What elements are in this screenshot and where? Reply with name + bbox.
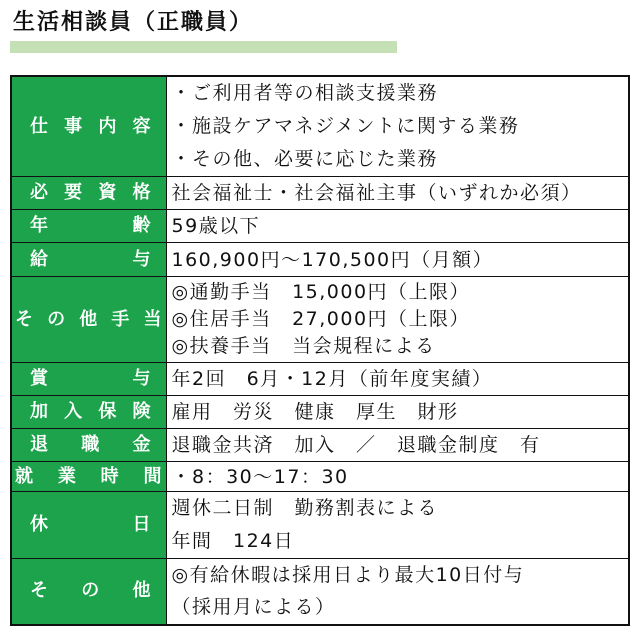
label-qualifications: 必要資格 <box>30 182 151 203</box>
other-line: ◎有給休暇は採用日より最大10日付与 <box>171 564 525 587</box>
insurance-value: 雇用 労災 健康 厚生 財形 <box>171 401 459 423</box>
holidays-line: 週休二日制 勤務割表による <box>171 497 439 519</box>
label-retirement: 退職金 <box>30 434 151 455</box>
other-line: （採用月による） <box>171 596 336 619</box>
label-other: その他 <box>30 580 151 602</box>
row-allowances <box>11 277 629 363</box>
label-bonus: 賞与 <box>30 368 151 389</box>
label-cell-holidays <box>11 492 166 559</box>
label-cell-salary <box>11 243 166 277</box>
job-description-line: ・その他、必要に応じた業務 <box>171 148 439 170</box>
working-hours-value: ・8：30～17：30 <box>171 465 349 488</box>
row-other <box>11 559 629 625</box>
label-holidays: 休日 <box>30 514 151 535</box>
retirement-value: 退職金共済 加入 ／ 退職金制度 有 <box>171 434 541 456</box>
value-cell-qualifications <box>166 177 629 210</box>
row-job-description <box>11 76 629 177</box>
value-cell-allowances <box>166 277 629 363</box>
value-cell-insurance <box>166 396 629 429</box>
value-cell-working-hours <box>166 462 629 492</box>
label-job-description: 仕事内容 <box>30 115 151 137</box>
value-cell-job-description <box>166 76 629 177</box>
row-salary <box>11 243 629 277</box>
value-cell-salary <box>166 243 629 277</box>
label-allowances: その他手当 <box>15 308 162 330</box>
label-cell-other <box>11 559 166 625</box>
label-working-hours: 就業時間 <box>15 465 162 487</box>
age-value: 59歳以下 <box>171 215 261 237</box>
page-title: 生活相談員（正職員） <box>13 10 254 35</box>
label-cell-job-description <box>11 76 166 177</box>
allowance-line: ◎住居手当 27,000円（上限） <box>171 308 471 330</box>
value-cell-holidays <box>166 492 629 559</box>
label-cell-allowances <box>11 277 166 363</box>
allowance-line: ◎扶養手当 当会規程による <box>171 335 436 357</box>
value-cell-other <box>166 559 629 625</box>
row-bonus <box>11 363 629 396</box>
job-details-table <box>10 75 630 626</box>
value-cell-age <box>166 210 629 243</box>
job-description-line: ・施設ケアマネジメントに関する業務 <box>171 115 520 137</box>
label-cell-qualifications <box>11 177 166 210</box>
qualifications-value: 社会福祉士・社会福祉主事（いずれか必須） <box>171 182 582 204</box>
value-cell-retirement <box>166 429 629 462</box>
allowance-line: ◎通勤手当 15,000円（上限） <box>171 281 471 303</box>
label-salary: 給与 <box>30 248 151 270</box>
row-working-hours <box>11 462 629 492</box>
row-retirement <box>11 429 629 462</box>
label-insurance: 加入保険 <box>30 401 151 422</box>
label-cell-working-hours <box>11 462 166 492</box>
row-age <box>11 210 629 243</box>
label-age: 年齢 <box>30 215 151 236</box>
row-holidays <box>11 492 629 559</box>
row-insurance <box>11 396 629 429</box>
title-underline-bar <box>10 41 397 53</box>
salary-value: 160,900円～170,500円（月額） <box>171 248 494 271</box>
job-description-line: ・ご利用者等の相談支援業務 <box>171 82 439 104</box>
row-qualifications <box>11 177 629 210</box>
value-cell-bonus <box>166 363 629 396</box>
holidays-line: 年間 124日 <box>171 530 295 552</box>
label-cell-insurance <box>11 396 166 429</box>
label-cell-bonus <box>11 363 166 396</box>
label-cell-age <box>11 210 166 243</box>
label-cell-retirement <box>11 429 166 462</box>
bonus-value: 年2回 6月・12月（前年度実績） <box>171 368 493 390</box>
